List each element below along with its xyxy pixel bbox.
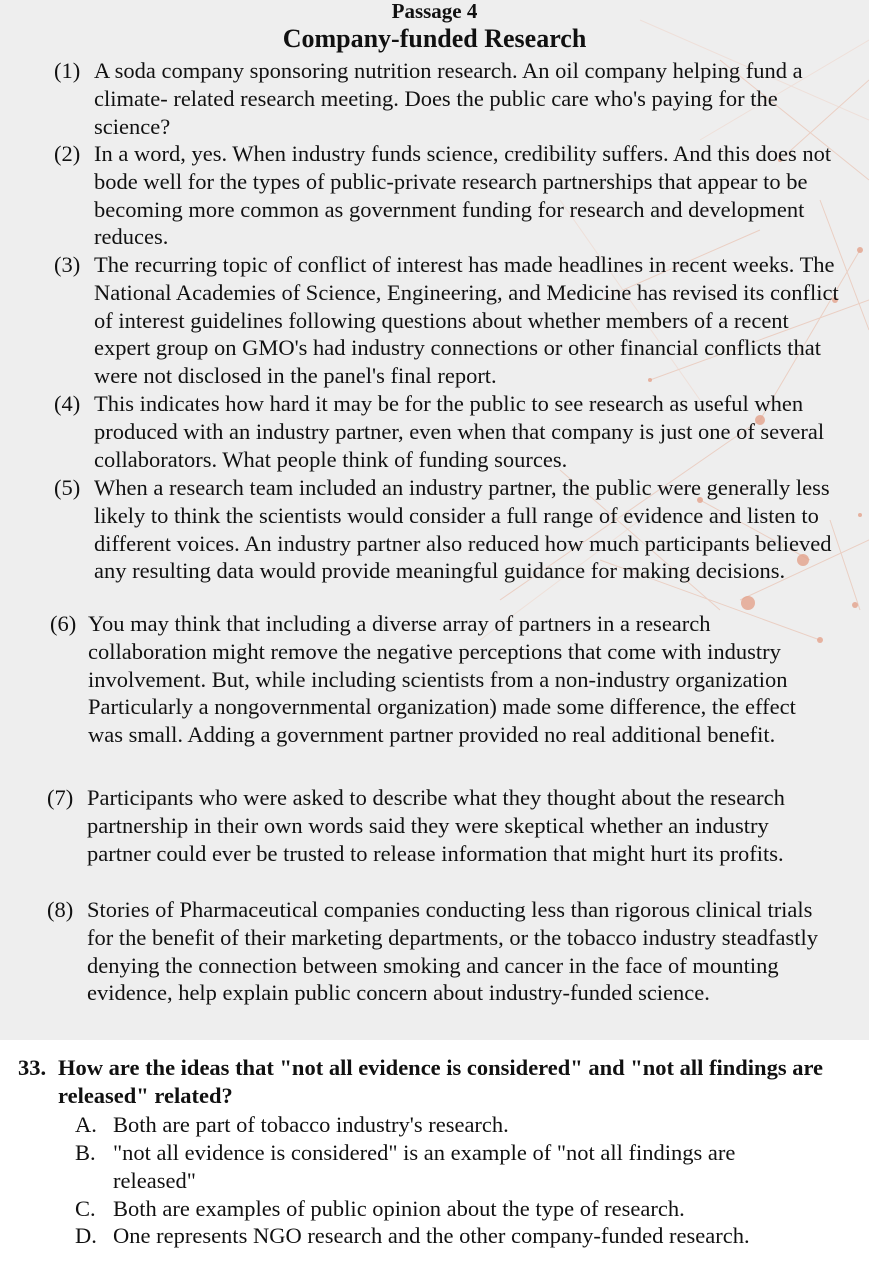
choice-letter: A. [75, 1112, 97, 1137]
question-number: 33. [18, 1055, 47, 1080]
paragraph-number: (8) [47, 897, 74, 922]
passage-label: Passage 4 [391, 0, 478, 23]
paragraph-number: (6) [50, 611, 77, 636]
choice-text: "not all evidence is considered" is an example of "not all findings are released" [113, 1140, 736, 1193]
passage-title: Company-funded Research [282, 24, 587, 53]
paragraph-text: Stories of Pharmaceutical companies conducting less than rigorous clinical trials for the benefit of their marketing departments, or the tobacco industry steadfastly denying the connection between smoking and cancer in the face of mounting evidence, help explain public concern about industry-funded science. [87, 897, 819, 1006]
paragraph-text: You may think that including a diverse array of partners in a research collaboration might remove the negative perceptions that come with industry involvement. But, while including scientists from a non-industry organization Particularly a nongovernmental organization) made some difference, the effect was small. Adding a government partner provided no real additional benefit. [88, 611, 796, 748]
paragraph-text: Participants who were asked to describe what they thought about the research partnership in their own words said they were skeptical whether an industry partner could ever be trusted to release information that might hurt its profits. [87, 785, 785, 866]
choice-letter: B. [75, 1140, 96, 1165]
choice-letter: C. [75, 1196, 96, 1221]
paragraph-text: This indicates how hard it may be for the public to see research as useful when produced with an industry partner, even when that company is just one of several collaborators. What people think of funding sources. [94, 391, 825, 472]
paragraph-text: In a word, yes. When industry funds science, credibility suffers. And this does not bode well for the types of public-private research partnerships that appear to be becoming more common as government funding for research and development reduces. [94, 141, 832, 250]
question-text: How are the ideas that "not all evidence is considered" and "not all findings are released" related? [58, 1055, 824, 1108]
paragraph-number: (3) [54, 252, 81, 277]
paragraph-text: The recurring topic of conflict of interest has made headlines in recent weeks. The National Academies of Science, Engineering, and Medicine has revised its conflict of interest guidelines following questions about whether members of a recent expert group on GMO's had industry connections or other financial conflicts that were not disclosed in the panel's final report. [94, 252, 839, 389]
paragraph-number: (1) [54, 58, 81, 83]
paragraph-number: (7) [47, 785, 74, 810]
choice-letter: D. [75, 1223, 97, 1248]
paragraph-number: (2) [54, 141, 81, 166]
choice-text: Both are part of tobacco industry's research. [113, 1112, 509, 1137]
choice-text: Both are examples of public opinion about the type of research. [113, 1196, 685, 1221]
choice-text: One represents NGO research and the other company-funded research. [113, 1223, 750, 1248]
paragraph-text: When a research team included an industry partner, the public were generally less likely to think the scientists would consider a full range of evidence and listen to different voices. An industry partner also reduced how much participants believed any resulting data would provide meaningful guidance for making decisions. [94, 475, 832, 584]
paragraph-number: (4) [54, 391, 81, 416]
paragraph-number: (5) [54, 475, 81, 500]
paragraph-text: A soda company sponsoring nutrition research. An oil company helping fund a climate- related research meeting. Does the public care who's paying for the science? [94, 58, 803, 139]
